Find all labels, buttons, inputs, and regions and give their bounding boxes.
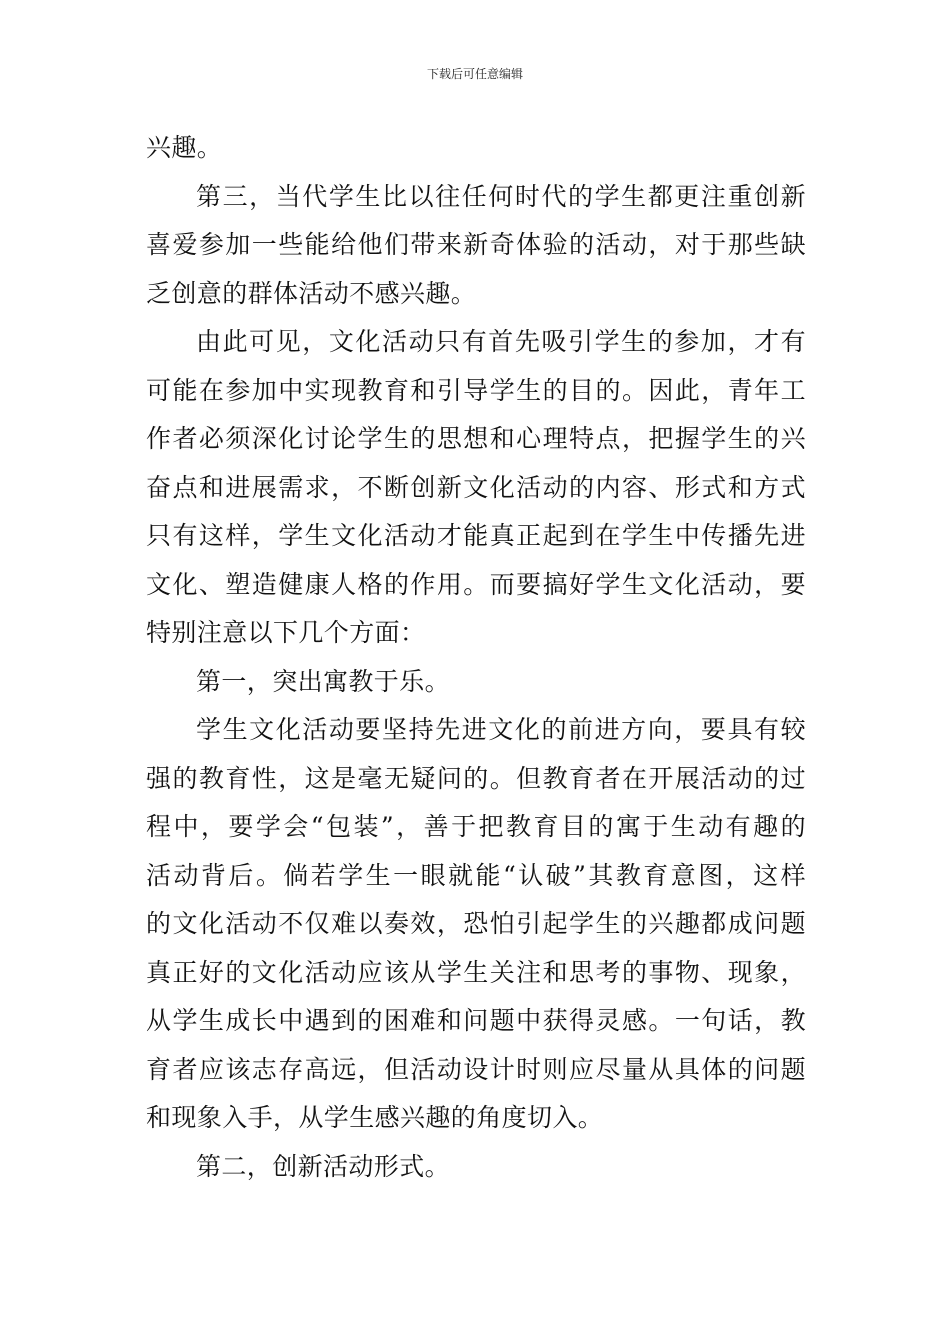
text-line: 由此可见，文化活动只有首先吸引学生的参加，才有 [196, 327, 806, 356]
page-header-note: 下载后可任意编辑 [426, 67, 523, 81]
text-line: 特别注意以下几个方面： [146, 618, 426, 647]
text-line: 活动背后。倘若学生一眼就能“认破”其教育意图，这样 [146, 860, 806, 890]
text-line: 真正好的文化活动应该从学生关注和思考的事物、现象， [146, 957, 806, 987]
text-line: 从学生成长中遇到的困难和问题中获得灵感。一句话，教 [146, 1006, 806, 1035]
text-line: 强的教育性，这是毫无疑问的。但教育者在开展活动的过 [146, 763, 806, 793]
text-line: 第三，当代学生比以往任何时代的学生都更注重创新 [196, 181, 806, 211]
text-line: 第一，突出寓教于乐。 [196, 666, 451, 696]
text-line: 第二，创新活动形式。 [196, 1151, 451, 1181]
text-line: 文化、塑造健康人格的作用。而要搞好学生文化活动，要 [146, 569, 806, 599]
text-line: 育者应该志存高远，但活动设计时则应尽量从具体的问题 [146, 1054, 806, 1084]
text-line: 的文化活动不仅难以奏效，恐怕引起学生的兴趣都成问题 [146, 909, 806, 938]
text-line: 可能在参加中实现教育和引导学生的目的。因此，青年工 [146, 375, 806, 405]
text-line: 奋点和进展需求，不断创新文化活动的内容、形式和方式 [146, 472, 806, 502]
text-line: 程中，要学会“包装”，善于把教育目的寓于生动有趣的 [146, 812, 806, 841]
text-line: 作者必须深化讨论学生的思想和心理特点，把握学生的兴 [146, 424, 806, 453]
text-line: 喜爱参加一些能给他们带来新奇体验的活动，对于那些缺 [146, 230, 806, 259]
text-line: 只有这样，学生文化活动才能真正起到在学生中传播先进 [146, 521, 806, 550]
text-line: 乏创意的群体活动不感兴趣。 [146, 278, 477, 308]
text-line: 兴趣。 [146, 133, 223, 162]
text-line: 学生文化活动要坚持先进文化的前进方向，要具有较 [196, 715, 806, 744]
text-line: 和现象入手，从学生感兴趣的角度切入。 [146, 1103, 604, 1132]
document-body [146, 124, 806, 1191]
